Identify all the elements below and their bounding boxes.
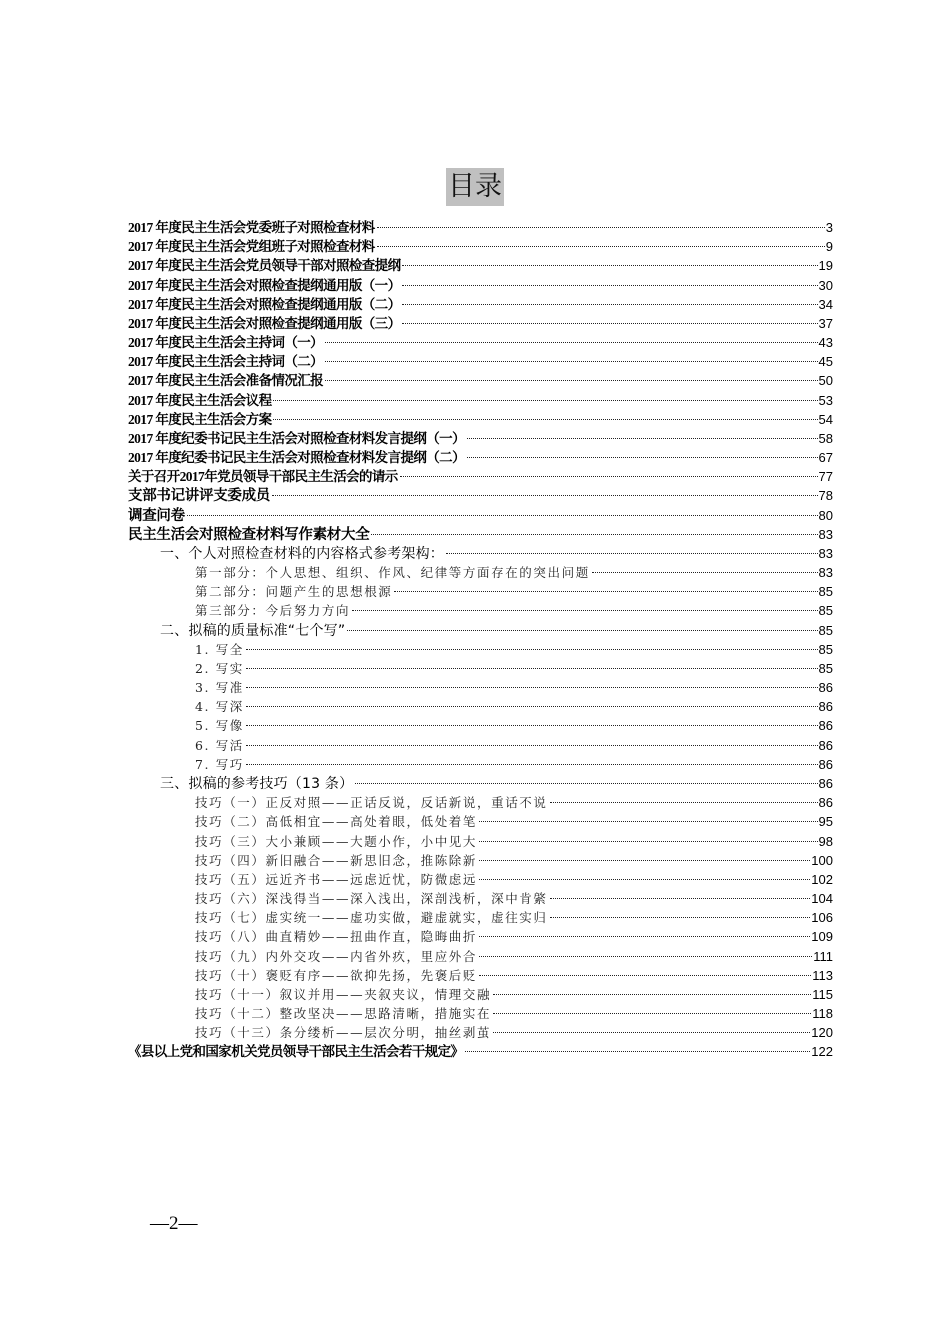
toc-entry-page-number: 86 <box>818 756 833 772</box>
toc-dot-leader <box>402 251 817 270</box>
toc-entry-page-number: 102 <box>811 871 833 887</box>
toc-entry-page-number: 85 <box>818 641 833 657</box>
toc-dot-leader <box>493 980 811 999</box>
toc-dot-leader <box>273 405 817 424</box>
toc-entry-title: 2017 年度民主生活会对照检查提纲通用版（二） <box>128 296 401 312</box>
toc-entry-title: 2017 年度民主生活会对照检查提纲通用版（三） <box>128 315 401 331</box>
toc-entry-page-number: 30 <box>818 277 833 293</box>
toc-entry-title: 技巧（十三）条分缕析——层次分明，抽丝剥茧 <box>195 1025 492 1041</box>
toc-dot-leader <box>400 462 818 481</box>
toc-entry-page-number: 85 <box>818 584 833 600</box>
toc-dot-leader <box>479 827 818 846</box>
toc-entry-title: 第三部分：今后努力方向 <box>195 603 351 619</box>
toc-entry-title: 7. 写巧 <box>195 756 244 772</box>
toc-dot-leader <box>246 711 818 730</box>
toc-entry-title: 2017 年度民主生活会党员领导干部对照检查提纲 <box>128 258 401 274</box>
toc-dot-leader <box>325 366 817 385</box>
toc-entry-page-number: 67 <box>818 450 833 466</box>
toc-entry-page-number: 120 <box>811 1025 833 1041</box>
toc-entry-title: 《县以上党和国家机关党员领导干部民主生活会若干规定》 <box>128 1044 464 1060</box>
toc-entry-page-number: 86 <box>818 718 833 734</box>
toc-dot-leader <box>467 443 818 462</box>
page-number-footer: —2— <box>150 1213 198 1234</box>
toc-dot-leader <box>325 347 817 366</box>
toc-dot-leader <box>272 481 818 500</box>
toc-dot-leader <box>394 577 817 596</box>
toc-entry-title: 技巧（九）内外交攻——内省外疚，里应外合 <box>195 948 478 964</box>
toc-dot-leader <box>493 999 811 1018</box>
toc-entry-page-number: 83 <box>818 526 833 542</box>
toc-dot-leader <box>371 520 817 539</box>
toc-entry-title: 技巧（三）大小兼顾——大题小作，小中见大 <box>195 833 478 849</box>
toc-entry-title: 2017 年度民主生活会议程 <box>128 392 272 408</box>
toc-entry-page-number: 43 <box>818 335 833 351</box>
toc-dot-leader <box>479 807 818 826</box>
toc-entry-page-number: 37 <box>818 315 833 331</box>
toc-entry-title: 技巧（十）褒贬有序——欲抑先扬，先褒后贬 <box>195 967 478 983</box>
toc-entry-title: 三、拟稿的参考技巧（13 条） <box>160 775 354 792</box>
toc-entry-title: 2017 年度纪委书记民主生活会对照检查材料发言提纲（一） <box>128 430 465 446</box>
toc-entry-page-number: 45 <box>818 354 833 370</box>
toc-entry-page-number: 78 <box>818 488 833 504</box>
toc-entry-page-number: 83 <box>818 565 833 581</box>
toc-entry-page-number: 85 <box>818 603 833 619</box>
toc-dot-leader <box>479 922 810 941</box>
toc-entry-title: 1. 写全 <box>195 641 244 657</box>
toc-entry-page-number: 3 <box>825 220 833 235</box>
toc-entry-title: 2017 年度民主生活会准备情况汇报 <box>128 373 324 389</box>
toc-dot-leader <box>325 328 817 347</box>
toc-entry-title: 第二部分：问题产生的思想根源 <box>195 584 393 600</box>
toc-entry-page-number: 19 <box>818 258 833 274</box>
toc-entry-title: 技巧（四）新旧融合——新思旧念，推陈除新 <box>195 852 478 868</box>
toc-dot-leader <box>550 884 811 903</box>
toc-entry-title: 技巧（六）深浅得当——深入浅出，深剖浅析，深中肯綮 <box>195 891 548 907</box>
toc-entry-page-number: 77 <box>818 469 833 485</box>
toc-entry-page-number: 109 <box>811 929 833 945</box>
toc-entry-page-number: 80 <box>818 507 833 523</box>
toc-entry-title: 2017 年度纪委书记民主生活会对照检查材料发言提纲（二） <box>128 450 465 466</box>
toc-entry-page-number: 9 <box>825 239 833 255</box>
toc-entry-title: 2. 写实 <box>195 660 244 676</box>
toc-dot-leader <box>479 942 812 961</box>
toc-entry-title: 二、拟稿的质量标准“七个写” <box>160 622 346 639</box>
toc-entry-page-number: 54 <box>818 411 833 427</box>
toc-entry-title: 技巧（七）虚实统一——虚功实做，避虚就实，虚往实归 <box>195 910 548 926</box>
toc-entry-page-number: 34 <box>818 296 833 312</box>
toc-dot-leader <box>246 750 818 769</box>
toc-dot-leader <box>402 309 817 328</box>
toc-entry-title: 民主生活会对照检查材料写作素材大全 <box>128 525 370 543</box>
toc-entry-title: 2017 年度民主生活会党委班子对照检查材料 <box>128 220 375 235</box>
toc-entry-title: 一、个人对照检查材料的内容格式参考架构： <box>160 545 444 562</box>
toc-dot-leader <box>377 213 825 232</box>
toc-entry-title: 2017 年度民主生活会主持词（二） <box>128 354 324 370</box>
toc-dot-leader <box>355 769 817 788</box>
toc-entry-page-number: 85 <box>818 660 833 676</box>
toc-dot-leader <box>550 903 811 922</box>
toc-dot-leader <box>479 846 810 865</box>
toc-dot-leader <box>446 539 818 558</box>
toc-entry-title: 6. 写活 <box>195 737 244 753</box>
toc-entry-page-number: 83 <box>818 545 833 561</box>
toc-entry-page-number: 85 <box>818 622 833 638</box>
toc-dot-leader <box>377 232 825 251</box>
toc-entry-title: 5. 写像 <box>195 718 244 734</box>
toc-dot-leader <box>467 424 818 443</box>
toc-entry[interactable] <box>128 501 833 524</box>
toc-entry-page-number: 95 <box>818 814 833 830</box>
toc-entry-title: 2017 年度民主生活会方案 <box>128 411 272 427</box>
toc-entry-title: 技巧（一）正反对照——正话反说，反话新说，重话不说 <box>195 795 548 811</box>
toc-dot-leader <box>479 961 811 980</box>
toc-entry-page-number: 86 <box>818 699 833 715</box>
toc-entry-title: 技巧（十二）整改坚决——思路清晰，措施实在 <box>195 1006 492 1022</box>
toc-entry-page-number: 111 <box>813 948 833 964</box>
toc-title: 目录 <box>446 168 504 206</box>
toc-dot-leader <box>273 386 817 405</box>
toc-dot-leader <box>246 635 818 654</box>
toc-entry-page-number: 104 <box>811 891 833 907</box>
toc-entry-title: 技巧（八）曲直精妙——扭曲作直，隐晦曲折 <box>195 929 478 945</box>
toc-entry-page-number: 115 <box>812 986 833 1002</box>
toc-dot-leader <box>465 1037 810 1056</box>
toc-entry-page-number: 50 <box>818 373 833 389</box>
toc-dot-leader <box>246 654 818 673</box>
toc-entry-page-number: 86 <box>818 737 833 753</box>
toc-dot-leader <box>592 558 818 577</box>
toc-entry-page-number: 122 <box>811 1044 833 1060</box>
toc-entry-title: 2017 年度民主生活会对照检查提纲通用版（一） <box>128 277 401 293</box>
toc-entry-title: 4. 写深 <box>195 699 244 715</box>
toc-entry-page-number: 106 <box>811 910 833 926</box>
toc-entry-page-number: 86 <box>818 795 833 811</box>
toc-entry-page-number: 100 <box>811 852 833 868</box>
toc-dot-leader <box>402 271 817 290</box>
toc-dot-leader <box>352 596 817 615</box>
toc-entry-page-number: 86 <box>818 680 833 696</box>
toc-entry-title: 技巧（五）远近齐书——远虑近忧，防微虑远 <box>195 871 478 887</box>
toc-dot-leader <box>246 692 818 711</box>
toc-entry-page-number: 98 <box>818 833 833 849</box>
toc-entry-title: 技巧（十一）叙议并用——夹叙夹议，情理交融 <box>195 986 492 1002</box>
toc-dot-leader <box>402 290 817 309</box>
toc-dot-leader <box>187 501 818 520</box>
toc-dot-leader <box>493 1018 810 1037</box>
toc-dot-leader <box>246 731 818 750</box>
toc-dot-leader <box>347 616 817 635</box>
toc-dot-leader <box>246 673 818 692</box>
toc-dot-leader <box>479 865 810 884</box>
toc-entry-title: 2017 年度民主生活会主持词（一） <box>128 335 324 351</box>
toc-entry-page-number: 118 <box>812 1006 833 1022</box>
toc-entry-page-number: 58 <box>818 430 833 446</box>
toc-entry-title: 技巧（二）高低相宜——高处着眼，低处着笔 <box>195 814 478 830</box>
table-of-contents <box>128 213 833 1060</box>
toc-entry-title: 调查问卷 <box>128 506 185 524</box>
toc-entry-page-number: 86 <box>818 775 833 791</box>
toc-entry-title: 第一部分：个人思想、组织、作风、纪律等方面存在的突出问题 <box>195 565 590 581</box>
toc-entry-page-number: 53 <box>818 392 833 408</box>
toc-entry[interactable] <box>128 520 833 543</box>
toc-entry-title: 2017 年度民主生活会党组班子对照检查材料 <box>128 239 375 255</box>
toc-entry[interactable] <box>128 213 833 235</box>
toc-dot-leader <box>550 788 818 807</box>
toc-entry-title: 关于召开2017年党员领导干部民主生活会的请示 <box>128 469 398 485</box>
toc-entry-page-number: 113 <box>812 967 833 983</box>
toc-entry-title: 3. 写准 <box>195 680 244 696</box>
toc-title-container <box>0 168 950 206</box>
toc-entry-title: 支部书记讲评支委成员 <box>128 487 270 505</box>
